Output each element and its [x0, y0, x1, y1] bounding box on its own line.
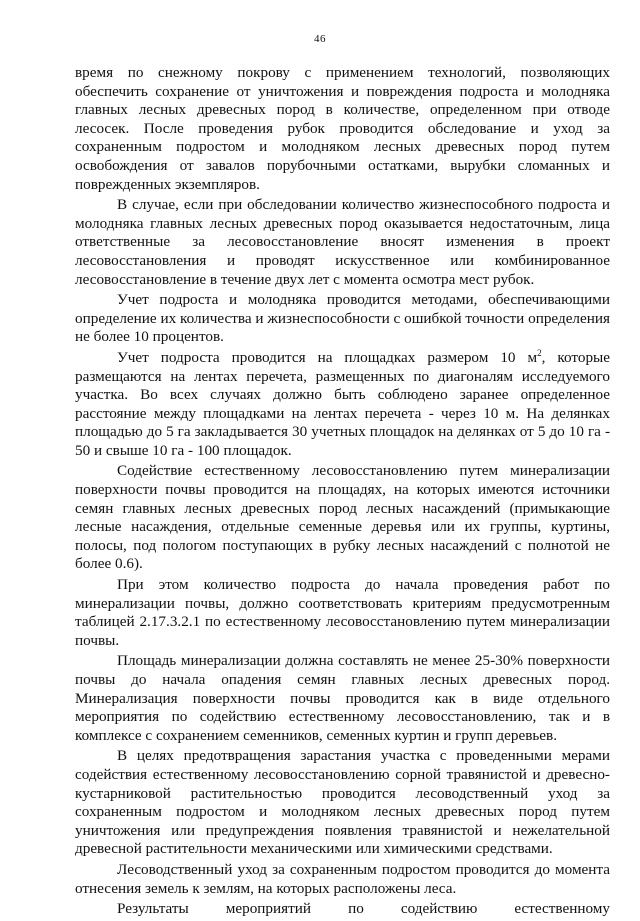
paragraph: Лесоводственный уход за сохраненным подростом проводится до момента отнесения земель к землям, на которых расположены леса. [75, 860, 610, 897]
paragraph [75, 349, 610, 461]
superscript: 2 [537, 347, 542, 358]
paragraph: В целях предотвращения зарастания участка с проведенными мерами содействия естественному лесовосстановлению сорной травянистой и древесно-кустарниковой растительностью проводится лесоводственный уход за сохраненным подростом и молодняком лесных древесных пород путем уничтожения или предупреждения появления травянистой и нежелательной древесной растительности механическими или химическими средствами. [75, 747, 610, 858]
paragraph: Площадь минерализации должна составлять не менее 25-30% поверхности почвы до начала опадения семян главных лесных древесных пород. Минерализация поверхности почвы проводится как в виде отдельного мероприятия по содействию естественному лесовосстановлению, так и в комплексе с сохранением семенников, семенных куртин и групп деревьев. [75, 652, 610, 744]
paragraph: В случае, если при обследовании количество жизнеспособного подроста и молодняка главных лесных древесных пород оказывается недостаточным, лица ответственные за лесовосстановление вносят изменения в проект лесовосстановления и проводят искусственное или комбинированное лесовосстановление в течение двух лет с момента осмотра мест рубок. [75, 196, 610, 288]
paragraph: Содействие естественному лесовосстановлению путем минерализации поверхности почвы проводится на площадях, на которых имеются источники семян главных лесных древесных пород лесных насаждений (примыкающие лесные насаждения, отдельные семенные деревья или их группы, куртины, полосы, под пологом поступающих в рубку лесных насаждений с полнотой не более 0.6). [75, 462, 610, 573]
paragraph: время по снежному покрову с применением технологий, позволяющих обеспечить сохранение от уничтожения и повреждения подроста и молодняка главных лесных древесных пород в количестве, определенном при отводе лесосек. После проведения рубок проводится обследование и уход за сохраненным подростом и молодняком лесных древесных пород путем освобождения от завалов порубочными остатками, вырубки сломанных и поврежденных экземпляров. [75, 64, 610, 193]
document-body [75, 64, 610, 921]
paragraph-text: Учет подроста проводится на площадках размером 10 м [117, 348, 538, 366]
paragraph: Учет подроста и молодняка проводится методами, обеспечивающими определение их количества и жизнеспособности с ошибкой точности определения не более 10 процентов. [75, 291, 610, 346]
paragraph: При этом количество подроста до начала проведения работ по минерализации почвы, должно соответствовать критериям предусмотренным таблицей 2.17.3.2.1 по естественному лесовосстановлению путем минерализации почвы. [75, 576, 610, 649]
page-number: 46 [314, 33, 326, 45]
paragraph-text: , которые размещаются на лентах перечета, размещенных по диагоналям исследуемого участка. Во всех случаях должно быть соблюдено заранее определенное расстояние между площадками на лентах перечета - через 10 м. На делянках площадью до 5 га закладывается 30 учетных площадок на делянках от 5 до 10 га - 50 и свыше 10 га - 100 площадок. [75, 348, 610, 459]
paragraph: Результаты мероприятий по содействию естественному [117, 900, 610, 918]
